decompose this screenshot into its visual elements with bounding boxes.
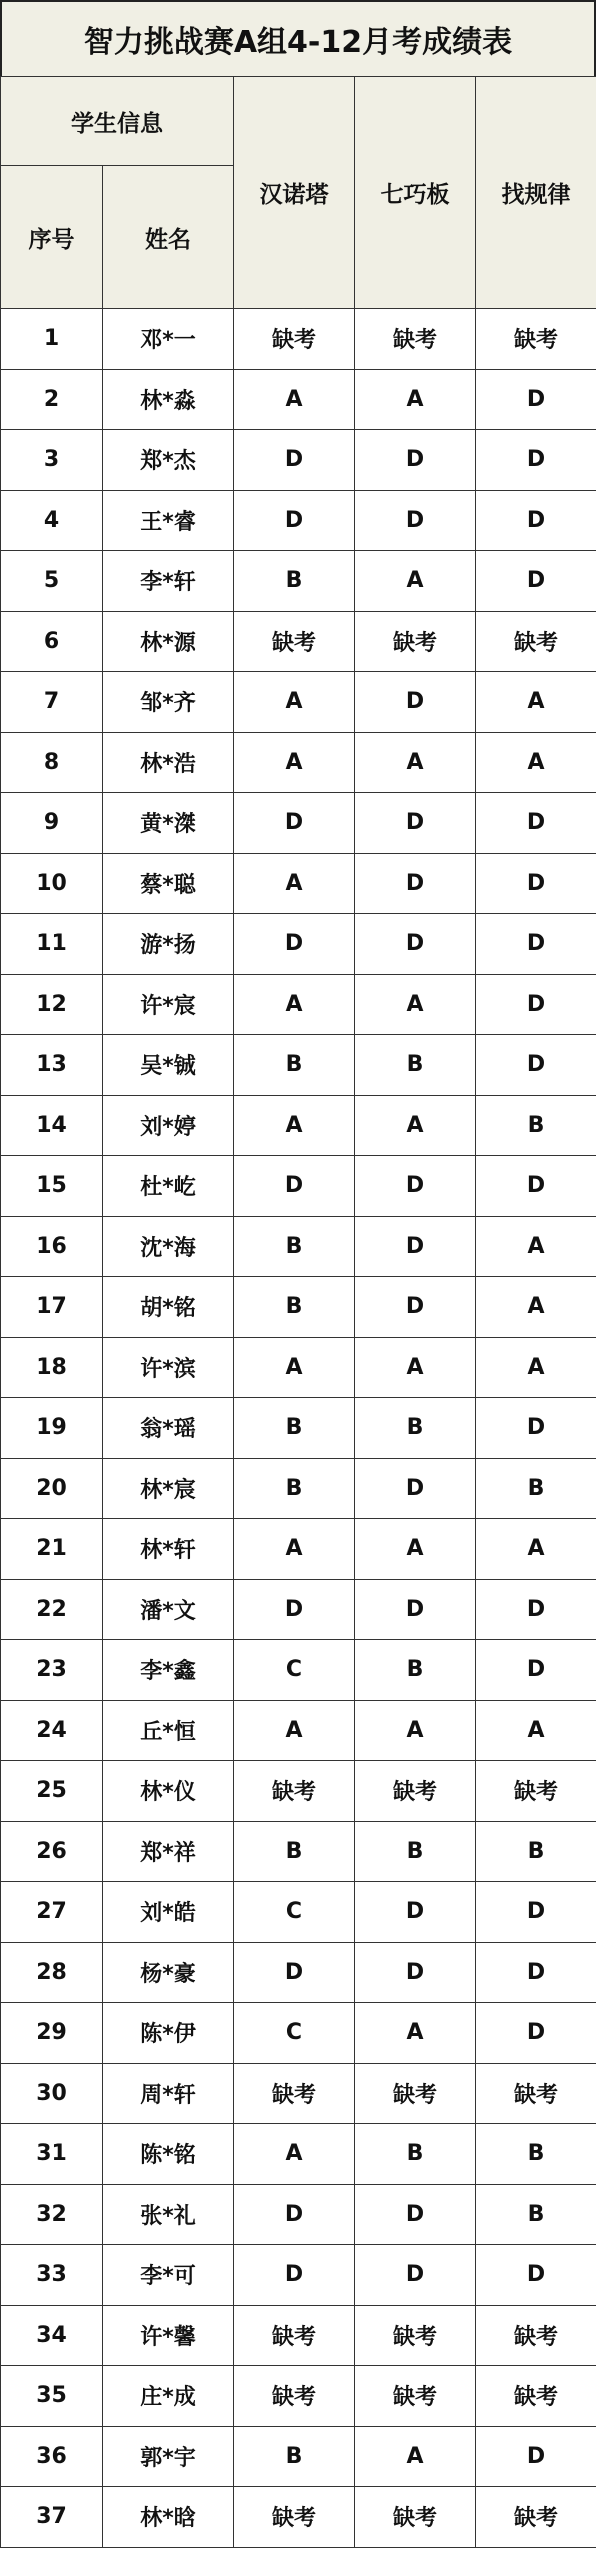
row-number-cell: 14 xyxy=(1,1095,103,1156)
student-name-cell: 许*滨 xyxy=(103,1337,234,1398)
table-row xyxy=(1,551,596,612)
tangram-score-cell: D xyxy=(355,1942,476,2003)
tangram-score-cell: 缺考 xyxy=(355,611,476,672)
student-name-cell: 杨*豪 xyxy=(103,1942,234,2003)
student-name-cell: 庄*成 xyxy=(103,2366,234,2427)
pattern-score-cell: 缺考 xyxy=(476,1761,596,1822)
student-name-cell: 蔡*聪 xyxy=(103,853,234,914)
row-number-cell: 29 xyxy=(1,2003,103,2064)
tangram-score-cell: D xyxy=(355,1277,476,1338)
tangram-score-cell: B xyxy=(355,1821,476,1882)
table-row xyxy=(1,1337,596,1398)
row-number-cell: 12 xyxy=(1,974,103,1035)
table-row xyxy=(1,2124,596,2185)
hanoi-score-cell: 缺考 xyxy=(234,611,355,672)
student-name-cell: 李*鑫 xyxy=(103,1640,234,1701)
pattern-score-cell: D xyxy=(476,1156,596,1217)
row-number-cell: 4 xyxy=(1,490,103,551)
pattern-score-cell: A xyxy=(476,1519,596,1580)
table-row xyxy=(1,2003,596,2064)
student-name-cell: 潘*文 xyxy=(103,1579,234,1640)
table-row xyxy=(1,1156,596,1217)
tangram-score-cell: A xyxy=(355,1700,476,1761)
table-row xyxy=(1,1216,596,1277)
hanoi-score-cell: 缺考 xyxy=(234,309,355,370)
hanoi-score-cell: D xyxy=(234,490,355,551)
hanoi-score-cell: B xyxy=(234,1458,355,1519)
student-name-cell: 郑*杰 xyxy=(103,430,234,491)
row-number-cell: 36 xyxy=(1,2426,103,2487)
hanoi-score-cell: A xyxy=(234,369,355,430)
pattern-score-cell: D xyxy=(476,974,596,1035)
hanoi-score-cell: C xyxy=(234,1640,355,1701)
row-number-cell: 1 xyxy=(1,309,103,370)
table-row xyxy=(1,611,596,672)
tangram-score-cell: B xyxy=(355,2124,476,2185)
row-number-cell: 23 xyxy=(1,1640,103,1701)
pattern-score-cell: A xyxy=(476,1337,596,1398)
table-row xyxy=(1,309,596,370)
table-row xyxy=(1,369,596,430)
table-row xyxy=(1,732,596,793)
hanoi-score-cell: 缺考 xyxy=(234,2063,355,2124)
pattern-score-cell: A xyxy=(476,1216,596,1277)
student-name-cell: 张*礼 xyxy=(103,2184,234,2245)
row-number-cell: 28 xyxy=(1,1942,103,2003)
row-number-cell: 6 xyxy=(1,611,103,672)
page-title: 智力挑战赛A组4-12月考成绩表 xyxy=(0,0,596,76)
student-name-cell: 陈*伊 xyxy=(103,2003,234,2064)
pattern-score-cell: A xyxy=(476,672,596,733)
pattern-score-cell: D xyxy=(476,1882,596,1943)
tangram-score-cell: D xyxy=(355,1216,476,1277)
hanoi-score-cell: 缺考 xyxy=(234,1761,355,1822)
pattern-score-cell: B xyxy=(476,2184,596,2245)
row-number-cell: 24 xyxy=(1,1700,103,1761)
row-number-cell: 37 xyxy=(1,2487,103,2548)
pattern-score-cell: 缺考 xyxy=(476,2305,596,2366)
student-name-cell: 胡*铭 xyxy=(103,1277,234,1338)
row-number-cell: 25 xyxy=(1,1761,103,1822)
tangram-score-cell: A xyxy=(355,1337,476,1398)
pattern-score-cell: D xyxy=(476,369,596,430)
pattern-score-cell: D xyxy=(476,853,596,914)
row-number-cell: 21 xyxy=(1,1519,103,1580)
student-name-cell: 黄*滐 xyxy=(103,793,234,854)
student-name-cell: 林*仪 xyxy=(103,1761,234,1822)
student-name-cell: 杜*屹 xyxy=(103,1156,234,1217)
tangram-score-cell: 缺考 xyxy=(355,2366,476,2427)
hanoi-score-cell: D xyxy=(234,914,355,975)
tangram-score-cell: 缺考 xyxy=(355,309,476,370)
tangram-score-cell: D xyxy=(355,1458,476,1519)
row-number-cell: 18 xyxy=(1,1337,103,1398)
student-name-cell: 郭*宇 xyxy=(103,2426,234,2487)
row-number-cell: 16 xyxy=(1,1216,103,1277)
hanoi-score-cell: A xyxy=(234,1337,355,1398)
student-name-cell: 林*浩 xyxy=(103,732,234,793)
hanoi-score-cell: C xyxy=(234,2003,355,2064)
hanoi-score-cell: 缺考 xyxy=(234,2487,355,2548)
row-number-cell: 33 xyxy=(1,2245,103,2306)
hanoi-score-cell: B xyxy=(234,551,355,612)
row-number-cell: 22 xyxy=(1,1579,103,1640)
table-row xyxy=(1,2245,596,2306)
tangram-score-cell: A xyxy=(355,2003,476,2064)
name-column-header: 姓名 xyxy=(103,166,234,309)
table-row xyxy=(1,1700,596,1761)
tangram-score-cell: B xyxy=(355,1398,476,1459)
pattern-score-cell: B xyxy=(476,1821,596,1882)
hanoi-score-cell: D xyxy=(234,2184,355,2245)
row-number-cell: 15 xyxy=(1,1156,103,1217)
row-number-cell: 26 xyxy=(1,1821,103,1882)
hanoi-score-cell: D xyxy=(234,1942,355,2003)
subject-header-tangram: 七巧板 xyxy=(355,77,476,309)
tangram-score-cell: D xyxy=(355,793,476,854)
tangram-score-cell: 缺考 xyxy=(355,2063,476,2124)
hanoi-score-cell: B xyxy=(234,1277,355,1338)
student-name-cell: 沈*海 xyxy=(103,1216,234,1277)
student-name-cell: 丘*恒 xyxy=(103,1700,234,1761)
tangram-score-cell: D xyxy=(355,2184,476,2245)
student-name-cell: 林*源 xyxy=(103,611,234,672)
pattern-score-cell: B xyxy=(476,2124,596,2185)
student-name-cell: 吴*铖 xyxy=(103,1035,234,1096)
row-number-cell: 19 xyxy=(1,1398,103,1459)
hanoi-score-cell: D xyxy=(234,793,355,854)
row-number-cell: 5 xyxy=(1,551,103,612)
student-name-cell: 李*轩 xyxy=(103,551,234,612)
subject-header-hanoi: 汉诺塔 xyxy=(234,77,355,309)
hanoi-score-cell: B xyxy=(234,1398,355,1459)
row-number-cell: 2 xyxy=(1,369,103,430)
row-number-cell: 7 xyxy=(1,672,103,733)
row-number-cell: 10 xyxy=(1,853,103,914)
row-number-cell: 34 xyxy=(1,2305,103,2366)
row-number-cell: 9 xyxy=(1,793,103,854)
tangram-score-cell: D xyxy=(355,914,476,975)
tangram-score-cell: A xyxy=(355,1519,476,1580)
student-name-cell: 周*轩 xyxy=(103,2063,234,2124)
table-row xyxy=(1,1882,596,1943)
student-name-cell: 林*宸 xyxy=(103,1458,234,1519)
tangram-score-cell: D xyxy=(355,672,476,733)
hanoi-score-cell: B xyxy=(234,1035,355,1096)
table-row xyxy=(1,1579,596,1640)
table-row xyxy=(1,2487,596,2548)
table-row xyxy=(1,853,596,914)
table-row xyxy=(1,914,596,975)
table-row xyxy=(1,430,596,491)
student-name-cell: 刘*婷 xyxy=(103,1095,234,1156)
student-name-cell: 王*睿 xyxy=(103,490,234,551)
student-name-cell: 林*晗 xyxy=(103,2487,234,2548)
tangram-score-cell: A xyxy=(355,2426,476,2487)
row-number-cell: 3 xyxy=(1,430,103,491)
table-row xyxy=(1,1095,596,1156)
student-name-cell: 刘*皓 xyxy=(103,1882,234,1943)
hanoi-score-cell: A xyxy=(234,2124,355,2185)
tangram-score-cell: D xyxy=(355,490,476,551)
hanoi-score-cell: A xyxy=(234,1095,355,1156)
student-name-cell: 游*扬 xyxy=(103,914,234,975)
table-row xyxy=(1,1277,596,1338)
pattern-score-cell: D xyxy=(476,914,596,975)
row-number-cell: 31 xyxy=(1,2124,103,2185)
student-name-cell: 邹*齐 xyxy=(103,672,234,733)
tangram-score-cell: 缺考 xyxy=(355,1761,476,1822)
student-name-cell: 许*馨 xyxy=(103,2305,234,2366)
table-row xyxy=(1,2063,596,2124)
hanoi-score-cell: B xyxy=(234,2426,355,2487)
hanoi-score-cell: D xyxy=(234,2245,355,2306)
pattern-score-cell: D xyxy=(476,1640,596,1701)
hanoi-score-cell: B xyxy=(234,1821,355,1882)
pattern-score-cell: D xyxy=(476,490,596,551)
tangram-score-cell: A xyxy=(355,1095,476,1156)
student-name-cell: 李*可 xyxy=(103,2245,234,2306)
hanoi-score-cell: 缺考 xyxy=(234,2305,355,2366)
table-row xyxy=(1,1821,596,1882)
pattern-score-cell: A xyxy=(476,732,596,793)
tangram-score-cell: A xyxy=(355,732,476,793)
pattern-score-cell: D xyxy=(476,1035,596,1096)
tangram-score-cell: A xyxy=(355,974,476,1035)
hanoi-score-cell: A xyxy=(234,853,355,914)
table-row xyxy=(1,1458,596,1519)
row-number-cell: 30 xyxy=(1,2063,103,2124)
student-name-cell: 林*淼 xyxy=(103,369,234,430)
pattern-score-cell: B xyxy=(476,1458,596,1519)
tangram-score-cell: B xyxy=(355,1035,476,1096)
tangram-score-cell: A xyxy=(355,369,476,430)
tangram-score-cell: A xyxy=(355,551,476,612)
tangram-score-cell: 缺考 xyxy=(355,2305,476,2366)
tangram-score-cell: D xyxy=(355,2245,476,2306)
table-row xyxy=(1,2426,596,2487)
tangram-score-cell: D xyxy=(355,1156,476,1217)
table-row xyxy=(1,974,596,1035)
table-body xyxy=(1,309,596,2548)
table-row xyxy=(1,2305,596,2366)
hanoi-score-cell: B xyxy=(234,1216,355,1277)
hanoi-score-cell: C xyxy=(234,1882,355,1943)
row-number-cell: 20 xyxy=(1,1458,103,1519)
student-name-cell: 陈*铭 xyxy=(103,2124,234,2185)
row-number-cell: 27 xyxy=(1,1882,103,1943)
score-table xyxy=(0,76,596,2548)
hanoi-score-cell: A xyxy=(234,1519,355,1580)
pattern-score-cell: D xyxy=(476,430,596,491)
hanoi-score-cell: 缺考 xyxy=(234,2366,355,2427)
pattern-score-cell: 缺考 xyxy=(476,611,596,672)
tangram-score-cell: D xyxy=(355,1579,476,1640)
row-number-cell: 8 xyxy=(1,732,103,793)
table-row xyxy=(1,672,596,733)
table-row xyxy=(1,2366,596,2427)
student-name-cell: 翁*瑶 xyxy=(103,1398,234,1459)
pattern-score-cell: B xyxy=(476,1095,596,1156)
hanoi-score-cell: A xyxy=(234,732,355,793)
pattern-score-cell: D xyxy=(476,1579,596,1640)
table-row xyxy=(1,1640,596,1701)
table-row xyxy=(1,1519,596,1580)
student-name-cell: 林*轩 xyxy=(103,1519,234,1580)
tangram-score-cell: 缺考 xyxy=(355,2487,476,2548)
hanoi-score-cell: D xyxy=(234,1156,355,1217)
pattern-score-cell: 缺考 xyxy=(476,2366,596,2427)
number-column-header: 序号 xyxy=(1,166,103,309)
hanoi-score-cell: D xyxy=(234,1579,355,1640)
student-name-cell: 许*宸 xyxy=(103,974,234,1035)
table-row xyxy=(1,490,596,551)
pattern-score-cell: D xyxy=(476,2426,596,2487)
pattern-score-cell: D xyxy=(476,793,596,854)
hanoi-score-cell: D xyxy=(234,430,355,491)
hanoi-score-cell: A xyxy=(234,974,355,1035)
table-row xyxy=(1,1035,596,1096)
hanoi-score-cell: A xyxy=(234,672,355,733)
hanoi-score-cell: A xyxy=(234,1700,355,1761)
pattern-score-cell: A xyxy=(476,1277,596,1338)
pattern-score-cell: 缺考 xyxy=(476,2487,596,2548)
tangram-score-cell: D xyxy=(355,430,476,491)
table-row xyxy=(1,2184,596,2245)
table-row xyxy=(1,1761,596,1822)
table-row xyxy=(1,1398,596,1459)
pattern-score-cell: D xyxy=(476,1942,596,2003)
pattern-score-cell: A xyxy=(476,1700,596,1761)
student-info-header: 学生信息 xyxy=(1,77,234,166)
pattern-score-cell: D xyxy=(476,1398,596,1459)
row-number-cell: 17 xyxy=(1,1277,103,1338)
tangram-score-cell: D xyxy=(355,853,476,914)
pattern-score-cell: 缺考 xyxy=(476,2063,596,2124)
student-name-cell: 郑*祥 xyxy=(103,1821,234,1882)
tangram-score-cell: D xyxy=(355,1882,476,1943)
pattern-score-cell: D xyxy=(476,2003,596,2064)
row-number-cell: 35 xyxy=(1,2366,103,2427)
row-number-cell: 11 xyxy=(1,914,103,975)
table-row xyxy=(1,793,596,854)
row-number-cell: 13 xyxy=(1,1035,103,1096)
tangram-score-cell: B xyxy=(355,1640,476,1701)
table-row xyxy=(1,1942,596,2003)
student-name-cell: 邓*一 xyxy=(103,309,234,370)
subject-header-pattern: 找规律 xyxy=(476,77,596,309)
pattern-score-cell: D xyxy=(476,2245,596,2306)
pattern-score-cell: 缺考 xyxy=(476,309,596,370)
pattern-score-cell: D xyxy=(476,551,596,612)
row-number-cell: 32 xyxy=(1,2184,103,2245)
